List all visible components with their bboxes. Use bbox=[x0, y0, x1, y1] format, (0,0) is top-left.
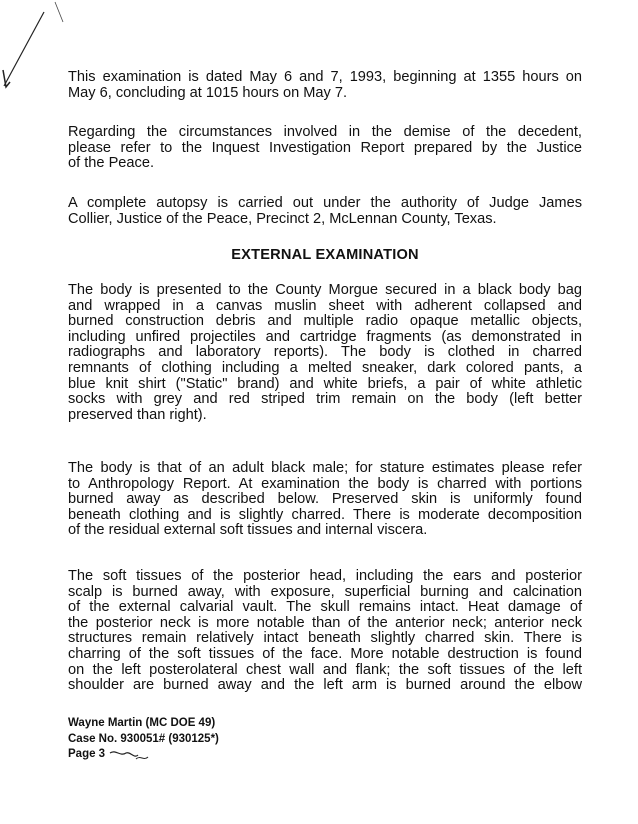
text-line: Collier, Justice of the Peace, Precinct 2, McLennan County, Texas. bbox=[68, 210, 497, 227]
text-line: of the residual external soft tissues and internal viscera. bbox=[68, 522, 428, 539]
text-line: Regarding the circumstances involved in the demise of the decedent, bbox=[68, 124, 582, 140]
text-line: to Anthropology Report. At examination the body is charred with portions bbox=[68, 475, 582, 492]
text-line: burned away as described below. Preserved skin is uniformly found bbox=[68, 491, 582, 508]
paragraph-external-3 bbox=[68, 569, 582, 694]
text-line: the posterior neck is more notable than of the anterior neck; anterior neck bbox=[68, 614, 582, 631]
footer-page-label: Page 3 bbox=[68, 748, 106, 760]
page-footer bbox=[68, 716, 219, 763]
text-line: The body is presented to the County Morgue secured in a black body bag bbox=[68, 282, 582, 298]
text-line: of the external calvarial vault. The skull remains intact. Heat damage of bbox=[68, 599, 582, 616]
text-line: of the Peace. bbox=[68, 155, 155, 172]
paragraph-date bbox=[68, 70, 582, 101]
text-line: A complete autopsy is carried out under the authority of Judge James bbox=[68, 195, 582, 211]
footer-name: Wayne Martin (MC DOE 49) bbox=[68, 717, 216, 729]
text-line: beneath clothing and is slightly charred. There is moderate decomposition bbox=[68, 506, 582, 523]
footer-page-number bbox=[68, 747, 219, 763]
text-line: shoulder are burned away and the left arm is burned around the elbow bbox=[68, 677, 582, 694]
text-line: scalp is burned away, with exposure, superficial burning and calcination bbox=[68, 583, 582, 600]
text-line: preserved than right). bbox=[68, 406, 207, 423]
paragraph-circumstances bbox=[68, 125, 582, 172]
text-line: including unfired projectiles and cartridge fragments (as demonstrated in bbox=[68, 328, 582, 345]
text-line: This examination is dated May 6 and 7, 1993, beginning at 1355 hours on bbox=[68, 69, 582, 85]
text-line: burned construction debris and multiple radio opaque metallic objects, bbox=[68, 313, 582, 330]
text-line: on the left posterolateral chest wall and flank; the soft tissues of the left bbox=[68, 661, 582, 678]
text-line: radiographs and laboratory reports). The body is clothed in charred bbox=[68, 344, 582, 361]
text-line: remnants of clothing including a melted sneaker, dark colored pants, a bbox=[68, 359, 582, 376]
text-line: charring of the soft tissues of the face. More notable destruction is found bbox=[68, 645, 582, 662]
handwritten-page-mark bbox=[108, 745, 154, 765]
footer-case-number: Case No. 930051# (930125*) bbox=[68, 732, 219, 745]
text-line: and wrapped in a canvas muslin sheet with adherent collapsed and bbox=[68, 297, 582, 314]
text-line: The body is that of an adult black male; for stature estimates please refer bbox=[68, 460, 582, 476]
text-line: May 6, concluding at 1015 hours on May 7. bbox=[68, 84, 348, 101]
text-line: socks with grey and red striped trim remain on the body (left better bbox=[68, 391, 582, 408]
text-line: structures remain relatively intact beneath slightly charred skin. There is bbox=[68, 630, 582, 647]
paragraph-authority bbox=[68, 196, 582, 227]
section-heading: EXTERNAL EXAMINATION bbox=[231, 247, 419, 263]
text-line: The soft tissues of the posterior head, including the ears and posterior bbox=[68, 568, 582, 584]
text-line: please refer to the Inquest Investigation Report prepared by the Justice bbox=[68, 139, 582, 156]
paragraph-external-1 bbox=[68, 283, 582, 423]
paragraph-external-2 bbox=[68, 461, 582, 539]
text-line: blue knit shirt ("Static" brand) and white briefs, a pair of white athletic bbox=[68, 375, 582, 392]
